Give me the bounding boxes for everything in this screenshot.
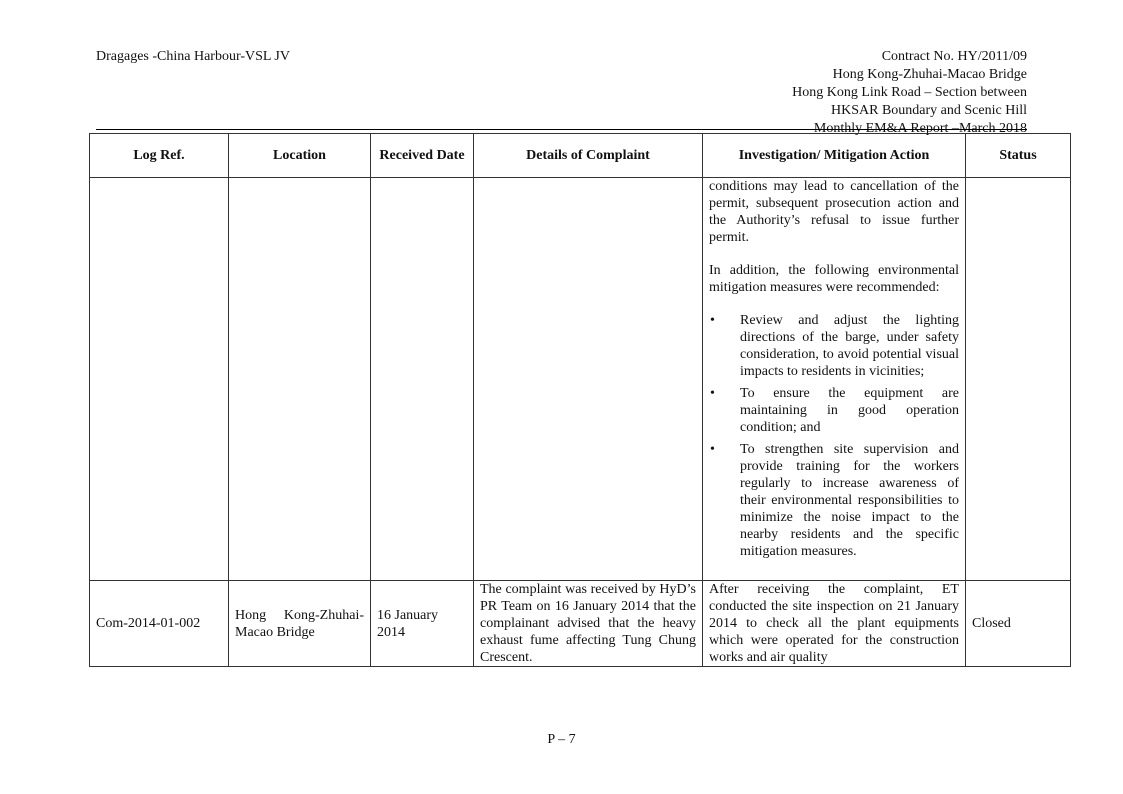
bullet-marker: • [710, 442, 715, 457]
header-divider [96, 129, 1027, 130]
col-header-location: Location [229, 134, 371, 178]
cell-log-ref: Com-2014-01-002 [90, 581, 229, 667]
col-header-action: Investigation/ Mitigation Action [703, 134, 966, 178]
cell-status: Closed [966, 581, 1071, 667]
cell-action-continued [703, 178, 966, 581]
header-section-extent: HKSAR Boundary and Scenic Hill [831, 103, 1027, 118]
complaint-log-table [89, 133, 1071, 667]
col-header-log-ref: Log Ref. [90, 134, 229, 178]
table-row [90, 581, 1071, 667]
cell-details: The complaint was received by HyD’s PR Team on 16 January 2014 that the complainant advised that the heavy exhaust fume affecting Tung Chung Crescent. [474, 581, 703, 667]
cell-location-empty [229, 178, 371, 581]
cell-log-ref-empty [90, 178, 229, 581]
cell-received-date: 16 January 2014 [371, 581, 474, 667]
list-item: • Review and adjust the lighting directions of the barge, under safety consideration, to avoid potential visual impacts to residents in vicinities; [710, 313, 959, 379]
header-company: Dragages -China Harbour-VSL JV [96, 49, 290, 64]
col-header-received-date: Received Date [371, 134, 474, 178]
header-project: Hong Kong-Zhuhai-Macao Bridge [832, 67, 1027, 82]
cell-status-empty [966, 178, 1071, 581]
table-header-row [90, 134, 1071, 178]
cell-location: Hong Kong-Zhuhai-Macao Bridge [229, 581, 371, 667]
bullet-marker: • [710, 313, 715, 328]
col-header-status: Status [966, 134, 1071, 178]
list-item: • To ensure the equipment are maintaining in good operation condition; and [710, 386, 959, 435]
header-section: Hong Kong Link Road – Section between [792, 85, 1027, 100]
table-row [90, 178, 1071, 581]
cell-date-empty [371, 178, 474, 581]
cell-details-empty [474, 178, 703, 581]
header-contract-info [792, 48, 1027, 138]
cell-action: After receiving the complaint, ET conducted the site inspection on 21 January 2014 to check all the plant equipments which were operated for the construction works and air quality [703, 581, 966, 667]
header-report-title: Monthly EM&A Report –March 2018 [813, 121, 1027, 136]
bullet-marker: • [710, 386, 715, 401]
header-contract-no: Contract No. HY/2011/09 [881, 49, 1027, 64]
col-header-details: Details of Complaint [474, 134, 703, 178]
mitigation-measures-list [709, 312, 959, 560]
list-item: • To strengthen site supervision and provide training for the workers regularly to increase awareness of their environmental responsibilities to minimize the noise impact to the nearby residents and the specific mitigation measures. [710, 442, 959, 559]
action-paragraph: In addition, the following environmental mitigation measures were recommended: [709, 263, 959, 295]
page-number: P – 7 [547, 732, 576, 747]
action-paragraph: conditions may lead to cancellation of the permit, subsequent prosecution action and the Authority’s refusal to issue further permit. [709, 179, 959, 245]
